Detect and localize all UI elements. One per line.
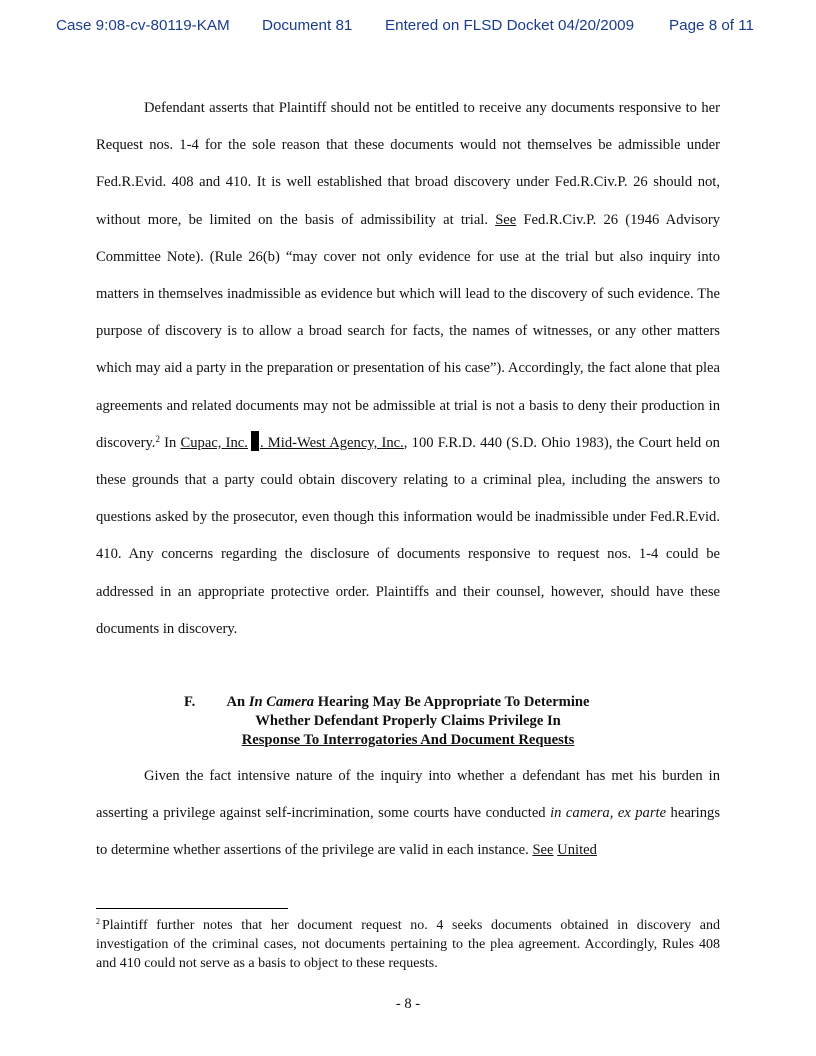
see-signal: See — [532, 842, 554, 859]
section-title — [96, 693, 720, 750]
heading-line-3: Response To Interrogatories And Document Requests — [241, 732, 575, 748]
italic-term: in camera, ex parte — [550, 805, 667, 822]
heading-line-2: Whether Defendant Properly Claims Privilege In — [255, 713, 561, 729]
text-run: Hearing May Be Appropriate To Determine — [314, 694, 590, 710]
text-run: , 100 F.R.D. 440 (S.D. Ohio 1983), the Court held on these grounds that a party could obtain discovery relating to a criminal plea, including the answers to questions asked by the prosecutor, even though this information would be inadmissible under Fed.R.Evid. 410. Any concerns regarding the disclosure of documents responsive to request nos. 1-4 could be addressed in an appropriate protective order. Plaintiffs and their counsel, however, should have these documents in discovery. — [96, 434, 720, 637]
docket-entry: Entered on FLSD Docket 04/20/2009 — [385, 17, 635, 34]
paragraph-admissibility — [96, 90, 720, 648]
case-citation: United — [557, 842, 597, 859]
body-text — [96, 90, 720, 648]
italic-term: In Camera — [248, 694, 315, 710]
document-number: Document 81 — [262, 17, 353, 34]
text-run: Defendant asserts that Plaintiff should not be entitled to receive any documents responsive to her Request nos. 1-4 for the sole reason that these documents would not themselves be admissible under Fed.R.Evid. 408 and 410. It is well established that broad discovery under Fed.R.Civ.P. 26 should not, without more, be limited on the basis of admissibility at trial. — [96, 100, 720, 228]
page-number: - 8 - — [395, 996, 421, 1012]
case-citation: Cupac, Inc. — [180, 434, 248, 451]
footnote — [96, 916, 720, 973]
text-run: Fed.R.Civ.P. 26 (1946 Advisory Committee Note). (Rule 26(b) “may cover not only evidence for use at the trial but also inquiry into matters in themselves inadmissible as evidence but which will lead to the discovery of such evidence. The purpose of discovery is to allow a broad search for facts, the names of witnesses, or any other matters which may aid a party in the preparation or presentation of his case”). Accordingly, the fact alone that plea agreements and related documents may not be admissible at trial is not a basis to deny their production in discovery. — [96, 211, 720, 451]
footnote-divider — [96, 908, 288, 909]
section-letter: F. — [184, 694, 196, 710]
case-number: Case 9:08-cv-80119-KAM — [56, 17, 230, 34]
text-run: Given the fact intensive nature of the inquiry into whether a defendant has met his burden in asserting a privilege against self-incrimination, some courts have conducted — [96, 768, 720, 822]
case-citation: . Mid-West Agency, Inc. — [259, 434, 404, 451]
text-run: An — [226, 694, 249, 710]
heading-line-1 — [96, 693, 720, 712]
text-run: In — [159, 434, 181, 451]
paragraph-in-camera — [96, 758, 720, 870]
text-run: hearings to determine whether assertions of the privilege are valid in each instance. — [96, 805, 720, 859]
body-text-continued — [96, 758, 720, 870]
see-signal: See — [495, 211, 517, 228]
footnote-marker: 2 — [155, 433, 160, 444]
footnote-text: Plaintiff further notes that her document request no. 4 seeks documents obtained in discovery and investigation of the criminal cases, not documents pertaining to the plea agreement. Accordingly, Rules 408 and 410 could not serve as a basis to object to these requests. — [96, 918, 720, 971]
footnote-number: 2 — [96, 917, 100, 926]
docket-header — [56, 17, 760, 37]
redaction-block — [251, 431, 259, 451]
page-count: Page 8 of 11 — [669, 17, 755, 34]
